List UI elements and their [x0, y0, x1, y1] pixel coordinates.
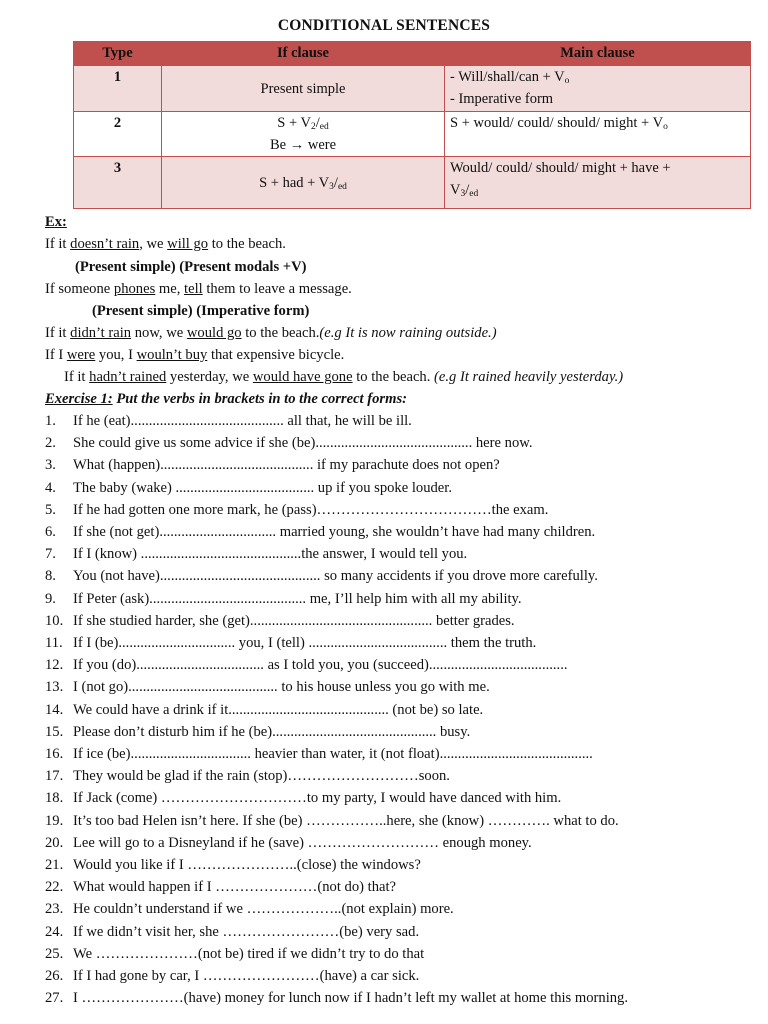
- exercise-item-number: 13.: [45, 679, 64, 695]
- exercise-item: If she studied harder, she (get).................................................. better grades.: [73, 613, 515, 629]
- exercise-item-number: 15.: [45, 724, 64, 740]
- exercise-item: What (happen).......................................... if my parachute does not open?: [73, 457, 500, 473]
- text: that expensive bicycle.: [207, 347, 345, 363]
- exercise-item: If I (be)................................ you, I (tell) ...................................... them the truth.: [73, 635, 537, 651]
- italic-note: (e.g It rained heavily yesterday.): [434, 369, 624, 385]
- exercise-item-number: 22.: [45, 879, 64, 895]
- exercise-item-number: 9.: [45, 591, 56, 607]
- example-note: (Present simple) (Imperative form): [92, 303, 310, 319]
- exercise-item-number: 8.: [45, 568, 56, 584]
- exercise-item: If she (not get)................................ married young, she wouldn’t have had many children.: [73, 524, 596, 540]
- main-line: - Will/shall/can + $V_o$: [450, 69, 570, 86]
- header-main-clause: Main clause: [445, 42, 751, 66]
- example-sentence: [45, 234, 286, 254]
- underlined-text: would have gone: [252, 369, 353, 385]
- exercise-item: We …………………(not be) tired if we didn’t try to do that: [73, 946, 425, 962]
- exercise-item-number: 17.: [45, 768, 64, 784]
- exercise-item-number: 24.: [45, 924, 64, 940]
- conditional-table: [73, 41, 751, 209]
- exercise-item: He couldn’t understand if we ………………..(not explain) more.: [73, 901, 454, 917]
- row-main-clause: [445, 66, 751, 112]
- exercise-item: You (not have)............................................ so many accidents if you drove more carefully.: [73, 568, 598, 584]
- header-if-clause: If clause: [162, 42, 445, 66]
- exercise-item: If Peter (ask)........................................... me, I’ll help him with all my ability.: [73, 591, 522, 607]
- exercise-item-number: 4.: [45, 480, 56, 496]
- exercise-item-number: 20.: [45, 835, 64, 851]
- example-note: (Present simple) (Present modals +V): [75, 259, 307, 275]
- exercise-item: If I (know) ............................................the answer, I would tell you.: [73, 546, 468, 562]
- page-title: CONDITIONAL SENTENCES: [277, 17, 491, 34]
- text: If someone: [45, 281, 114, 297]
- underlined-text: will go: [167, 236, 209, 252]
- row-if-clause: [162, 157, 445, 209]
- exercise-item: They would be glad if the rain (stop)………………………soon.: [73, 768, 450, 784]
- example-sentence: [45, 323, 497, 343]
- exercise-item: Would you like if I …………………..(close) the windows?: [73, 857, 421, 873]
- text: If it: [45, 236, 71, 252]
- exercise-label: Exercise 1:: [45, 391, 113, 407]
- exercise-heading: [45, 389, 407, 409]
- exercise-item-number: 7.: [45, 546, 56, 562]
- underlined-text: doesn’t rain: [70, 236, 140, 252]
- main-line: - Imperative form: [450, 91, 554, 107]
- examples-heading: Ex:: [45, 214, 67, 230]
- exercise-item: If he had gotten one more mark, he (pass)………………………………the exam.: [73, 502, 549, 518]
- italic-note: (e.g It is now raining outside.): [319, 325, 497, 341]
- exercise-item-number: 5.: [45, 502, 56, 518]
- row-main-clause: [445, 157, 751, 209]
- exercise-item-number: 21.: [45, 857, 64, 873]
- table-header-row: [74, 42, 751, 66]
- row-main-clause: [445, 112, 751, 157]
- exercise-item-number: 19.: [45, 813, 64, 829]
- text: them to leave a message.: [202, 281, 352, 297]
- exercise-item-number: 14.: [45, 702, 64, 718]
- underlined-text: hadn’t rained: [89, 369, 167, 385]
- text: If it: [64, 369, 90, 385]
- exercise-instruction: Put the verbs in brackets in to the correct forms:: [112, 391, 407, 407]
- table-row: [74, 157, 751, 209]
- text: If it: [45, 325, 71, 341]
- if-line: Be → were: [269, 137, 337, 153]
- main-line: $V_3/_{ed}$: [450, 182, 479, 199]
- exercise-item: The baby (wake) ...................................... up if you spoke louder.: [73, 480, 452, 496]
- exercise-item: If you (do)................................... as I told you, you (succeed)......................................: [73, 657, 568, 673]
- exercise-item: It’s too bad Helen isn’t here. If she (be) ……………..here, she (know) …………. what to do.: [73, 813, 619, 829]
- exercise-item-number: 6.: [45, 524, 56, 540]
- exercise-item-number: 16.: [45, 746, 64, 762]
- exercise-item: If we didn’t visit her, she ……………………(be) very sad.: [73, 924, 420, 940]
- exercise-item: We could have a drink if it............................................ (not be) so late.: [73, 702, 484, 718]
- exercise-item-number: 3.: [45, 457, 56, 473]
- underlined-text: didn’t rain: [70, 325, 132, 341]
- row-type: 2: [74, 112, 162, 157]
- text: me,: [155, 281, 185, 297]
- example-sentence: [45, 279, 352, 299]
- exercise-item: What would happen if I …………………(not do) that?: [73, 879, 397, 895]
- exercise-item-number: 25.: [45, 946, 64, 962]
- exercise-item-number: 2.: [45, 435, 56, 451]
- if-line: S + had + $V_3/_{ed}$: [259, 174, 347, 192]
- exercise-item-number: 18.: [45, 790, 64, 806]
- exercise-item: Lee will go to a Disneyland if he (save) ……………………… enough money.: [73, 835, 532, 851]
- exercise-item-number: 10.: [45, 613, 64, 629]
- text: to the beach.: [352, 369, 435, 385]
- if-line: $S + V_2/_{ed}$: [277, 115, 329, 132]
- exercise-item-number: 11.: [45, 635, 63, 651]
- text: you, I: [95, 347, 137, 363]
- text: to the beach.: [241, 325, 320, 341]
- text: , we: [139, 236, 168, 252]
- row-type: 1: [74, 66, 162, 112]
- example-sentence: [64, 367, 623, 387]
- underlined-text: were: [66, 347, 96, 363]
- underlined-text: would go: [186, 325, 242, 341]
- underlined-text: tell: [184, 281, 203, 297]
- text: to the beach.: [208, 236, 286, 252]
- exercise-item: I (not go)......................................... to his house unless you go with me.: [73, 679, 490, 695]
- exercise-item: I …………………(have) money for lunch now if I hadn’t left my wallet at home this morning.: [73, 990, 628, 1006]
- exercise-item: Please don’t disturb him if he (be)............................................. busy.: [73, 724, 471, 740]
- row-if-clause: [162, 66, 445, 112]
- if-line: Present simple: [260, 80, 346, 97]
- exercise-item: If Jack (come) …………………………to my party, I would have danced with him.: [73, 790, 562, 806]
- table-row: [74, 66, 751, 112]
- exercise-item-number: 27.: [45, 990, 64, 1006]
- text: yesterday, we: [166, 369, 253, 385]
- row-type: 3: [74, 157, 162, 209]
- table-row: [74, 112, 751, 157]
- text: If I: [45, 347, 67, 363]
- exercise-item: She could give us some advice if she (be)........................................... here now.: [73, 435, 533, 451]
- example-sentence: [45, 345, 344, 365]
- exercise-item: If I had gone by car, I ……………………(have) a car sick.: [73, 968, 420, 984]
- exercise-item-number: 1.: [45, 413, 56, 429]
- main-line: S + would/ could/ should/ might + $V_o$: [450, 115, 668, 132]
- exercise-item: If ice (be)................................. heavier than water, it (not float)..........................................: [73, 746, 593, 762]
- header-type: Type: [74, 42, 162, 66]
- exercise-item: If he (eat).......................................... all that, he will be ill.: [73, 413, 412, 429]
- text: now, we: [131, 325, 187, 341]
- underlined-text: phones: [113, 281, 156, 297]
- main-line: Would/ could/ should/ might + have +: [450, 160, 671, 176]
- exercise-item-number: 23.: [45, 901, 64, 917]
- underlined-text: wouln’t buy: [136, 347, 208, 363]
- row-if-clause: [162, 112, 445, 157]
- exercise-item-number: 12.: [45, 657, 64, 673]
- exercise-item-number: 26.: [45, 968, 64, 984]
